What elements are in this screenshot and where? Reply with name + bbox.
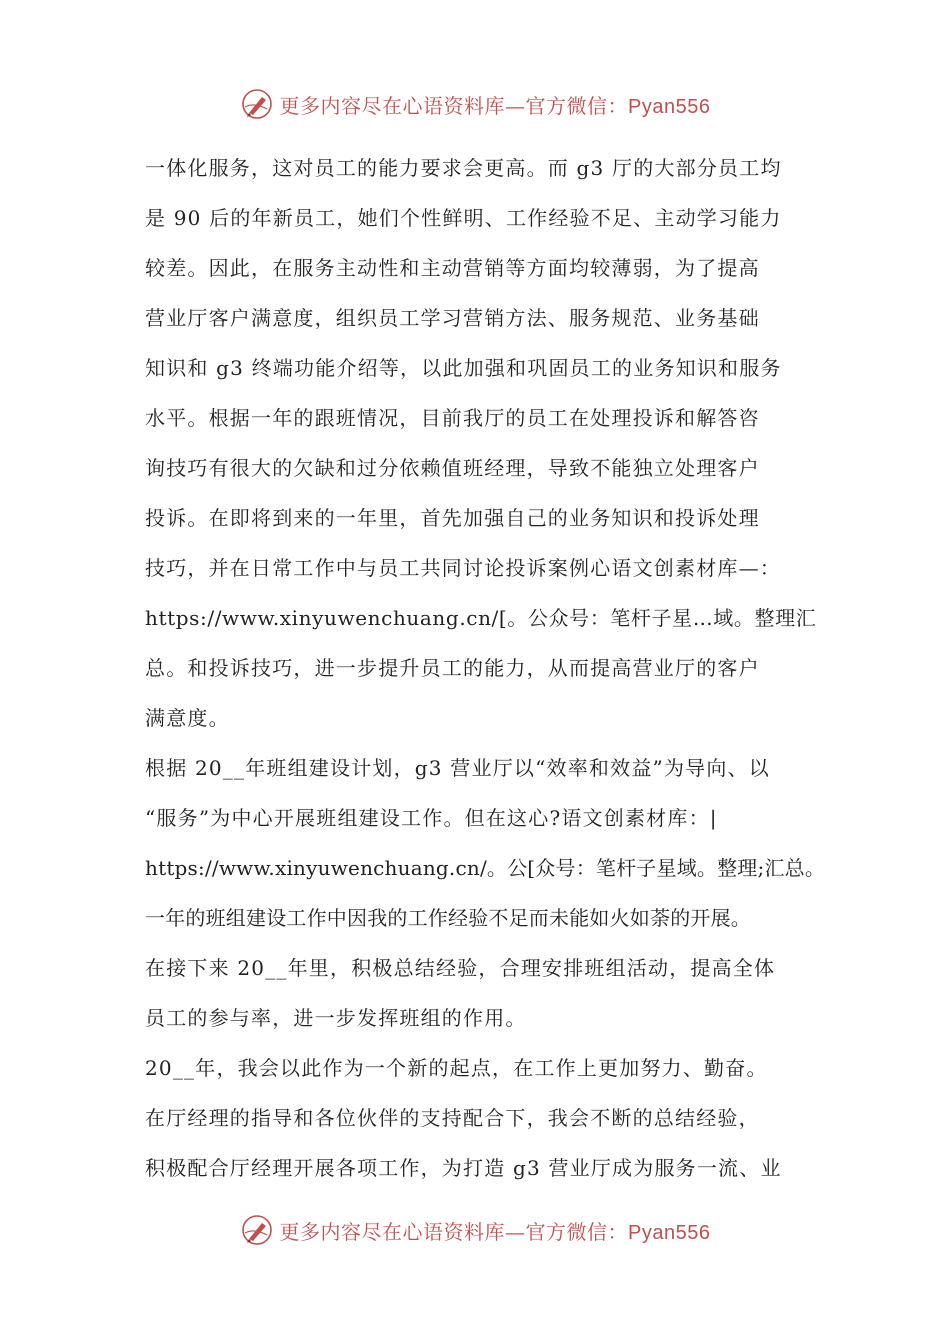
footer-banner <box>0 1210 950 1250</box>
text-line: 是 90 后的年新员工，她们个性鲜明、工作经验不足、主动学习能力 <box>145 206 782 230</box>
text-line: 员工的参与率，进一步发挥班组的作用。 <box>145 1006 527 1030</box>
text-line: 20__年，我会以此作为一个新的起点，在工作上更加努力、勤奋。 <box>145 1056 768 1080</box>
text-line: 满意度。 <box>145 706 230 730</box>
document-body <box>145 146 825 1196</box>
text-line: 投诉。在即将到来的一年里，首先加强自己的业务知识和投诉处理 <box>145 506 760 530</box>
wechat-handle: Pyan556 <box>628 1221 711 1244</box>
text-line: 一体化服务，这对员工的能力要求会更高。而 g3 厅的大部分员工均 <box>145 156 782 180</box>
text-line: 积极配合厅经理开展各项工作，为打造 g3 营业厅成为服务一流、业 <box>145 1156 782 1180</box>
wechat-handle: Pyan556 <box>628 95 711 118</box>
header-banner-text: 更多内容尽在心语资料库—官方微信：Pyan556 <box>279 93 711 118</box>
header-banner <box>0 84 950 124</box>
text-line: https://www.xinyuwenchuang.cn/。公[众号：笔杆子星域。整理;汇总。 <box>145 856 826 880</box>
text-line: 根据 20__年班组建设计划，g3 营业厅以“效率和效益”为导向、以 <box>145 756 770 780</box>
text-line: 水平。根据一年的跟班情况，目前我厅的员工在处理投诉和解答咨 <box>145 406 760 430</box>
text-line: 在厅经理的指导和各位伙伴的支持配合下，我会不断的总结经验， <box>145 1106 760 1130</box>
text-line: 较差。因此，在服务主动性和主动营销等方面均较薄弱，为了提高 <box>145 256 760 280</box>
text-line: 营业厅客户满意度，组织员工学习营销方法、服务规范、业务基础 <box>145 306 760 330</box>
text-line: 在接下来 20__年里，积极总结经验，合理安排班组活动，提高全体 <box>145 956 776 980</box>
text-line: https://www.xinyuwenchuang.cn/[。公众号：笔杆子星…域。整理汇 <box>145 606 817 630</box>
text-line: “服务”为中心开展班组建设工作。但在这心?语文创素材库：| <box>145 806 718 830</box>
text-line: 知识和 g3 终端功能介绍等，以此加强和巩固员工的业务知识和服务 <box>145 356 782 380</box>
footer-banner-text: 更多内容尽在心语资料库—官方微信：Pyan556 <box>279 1219 711 1244</box>
text-line: 技巧，并在日常工作中与员工共同讨论投诉案例心语文创素材库—： <box>145 556 781 580</box>
text-line: 一年的班组建设工作中因我的工作经验不足而未能如火如荼的开展。 <box>145 906 751 930</box>
text-line: 总。和投诉技巧，进一步提升员工的能力，从而提高营业厅的客户 <box>145 656 760 680</box>
pen-logo-icon <box>240 87 274 121</box>
text-line: 询技巧有很大的欠缺和过分依赖值班经理，导致不能独立处理客户 <box>145 456 760 480</box>
pen-logo-icon <box>240 1213 274 1247</box>
